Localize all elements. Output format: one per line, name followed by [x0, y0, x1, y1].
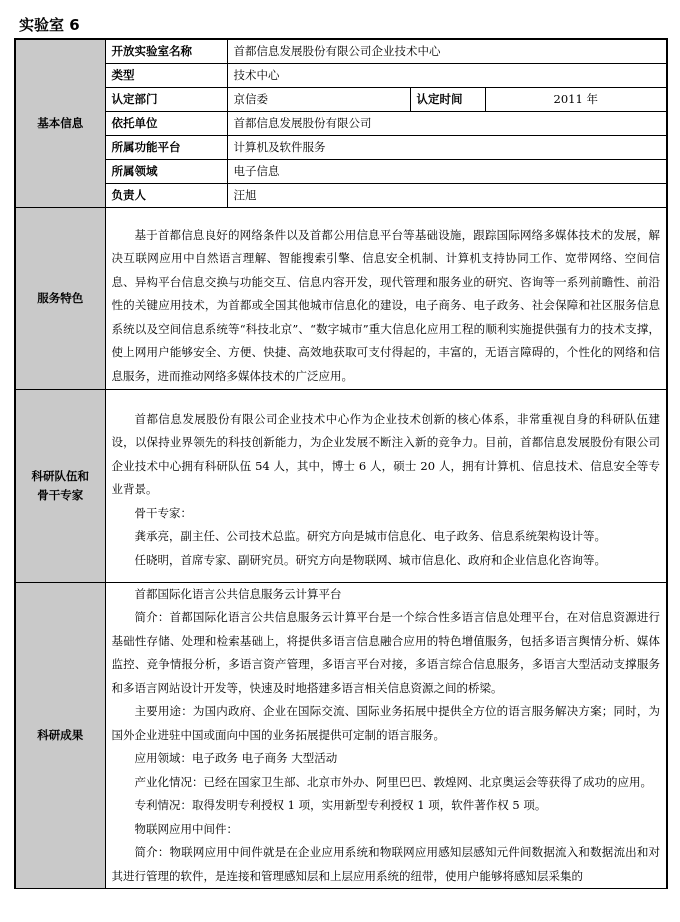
result-item: 应用领域：电子政务 电子商务 大型活动	[134, 751, 338, 765]
result-item: 主要用途：为国内政府、企业在国际交流、国际业务拓展中提供全方位的语言服务解决方案；同时，为国外企业进驻中国或面向中国的业务拓展提供可定制的语言服务。	[111, 704, 660, 742]
basic-row-platform	[15, 135, 667, 159]
basic-row-field	[15, 159, 667, 183]
result-item: 专利情况：取得发明专利授权 1 项，实用新型专利授权 1 项，软件著作权 5 项。	[134, 798, 547, 812]
result-item: 简介：物联网应用中间件就是在企业应用系统和物联网应用感知层感知元件间数据流入和数据流出和对其进行管理的软件，是连接和管理感知层和上层应用系统的纽带，使用户能够将感知层采集的	[111, 845, 660, 883]
field-label: 认定部门	[105, 87, 227, 111]
basic-row-type	[15, 63, 667, 87]
field-label: 认定时间	[410, 87, 485, 111]
lab-info-table	[14, 38, 668, 889]
field-label: 开放实验室名称	[105, 39, 227, 63]
field-value: 2011 年	[485, 87, 667, 111]
field-value: 汪旭	[227, 183, 667, 207]
field-value: 首都信息发展股份有限公司企业技术中心	[227, 39, 667, 63]
field-label: 所属领域	[105, 159, 227, 183]
result-item: 物联网应用中间件：	[134, 821, 238, 836]
result-item: 简介：首都国际化语言公共信息服务云计算平台是一个综合性多语言信息处理平台，在对信息资源进行基础性存储、处理和检索基础上，将提供多语言信息融合应用的特色增值服务，包括多语言舆情分析、媒体监控、竞争情报分析，多语言资产管理，多语言平台对接，多语言综合信息服务，多语言大型活动支撑服务和多语言网站设计开发等，快速及时地搭建多语言相关信息资源之间的桥梁。	[111, 610, 660, 695]
experts-heading: 骨干专家：	[134, 505, 192, 520]
service-section-label: 服务特色	[15, 207, 105, 389]
basic-info-section-label: 基本信息	[15, 39, 105, 207]
results-section-label: 科研成果	[15, 582, 105, 889]
service-row	[15, 207, 667, 389]
basic-row-leader	[15, 183, 667, 207]
expert-item: 任晓明，首席专家、副研究员。研究方向是物联网、城市信息化、政府和企业信息化咨询等。	[134, 552, 606, 567]
field-label: 所属功能平台	[105, 135, 227, 159]
page-title: 实验室 6	[19, 16, 80, 34]
result-item: 产业化情况：已经在国家卫生部、北京市外办、阿里巴巴、敦煌网、北京奥运会等获得了成功的应用。	[134, 774, 652, 789]
field-value: 电子信息	[227, 159, 667, 183]
service-cell	[105, 207, 667, 389]
result-item: 首都国际化语言公共信息服务云计算平台	[134, 586, 342, 601]
field-label: 负责人	[105, 183, 227, 207]
field-value: 技术中心	[227, 63, 667, 87]
basic-row-dept	[15, 87, 667, 111]
results-cell	[105, 582, 667, 889]
field-label: 依托单位	[105, 111, 227, 135]
team-section-label-line1: 科研队伍和	[31, 468, 89, 483]
field-value: 计算机及软件服务	[227, 135, 667, 159]
field-value: 京信委	[227, 87, 410, 111]
service-text: 基于首都信息良好的网络条件以及首都公用信息平台等基础设施，跟踪国际网络多媒体技术的发展，解决互联网应用中自然语言理解、智能搜索引擎、信息安全机制、计算机支持协同工作、宽带网络、空间信息、异构平台信息交换与功能交互、信息内容开发，现代管理和服务业的研究、咨询等一系列前瞻性、前沿性的关键应用技术，为首都或全国其他城市信息化的建设，电子商务、电子政务、社会保障和社区服务信息系统以及空间信息系统等“科技北京”、“数字城市”重大信息化应用工程的顺利实施提供强有力的技术支撑，使上网用户能够安全、方便、快捷、高效地获取可支付得起的，丰富的，无语言障碍的，个性化的网络和信息服务，进而推动网络多媒体技术的广泛应用。	[111, 227, 660, 383]
basic-row-name	[15, 39, 667, 63]
basic-row-unit	[15, 111, 667, 135]
expert-item: 龚承亮，副主任、公司技术总监。研究方向是城市信息化、电子政务、信息系统架构设计等。	[134, 529, 606, 543]
team-section-label	[15, 389, 105, 582]
team-intro: 首都信息发展股份有限公司企业技术中心作为企业技术创新的核心体系，非常重视自身的科研队伍建设，以保持业界领先的科技创新能力，为企业发展不断注入新的竞争力。目前，首都信息发展股份有限公司企业技术中心拥有科研队伍 54 人，其中，博士 6 人，硕士 20 人，拥有计算机、信息技术、信息安全等专业背景。	[111, 411, 660, 496]
field-value: 首都信息发展股份有限公司	[227, 111, 667, 135]
team-cell	[105, 389, 667, 582]
field-label: 类型	[105, 63, 227, 87]
team-row	[15, 389, 667, 582]
results-row	[15, 582, 667, 889]
team-section-label-line2: 骨干专家	[37, 487, 84, 502]
